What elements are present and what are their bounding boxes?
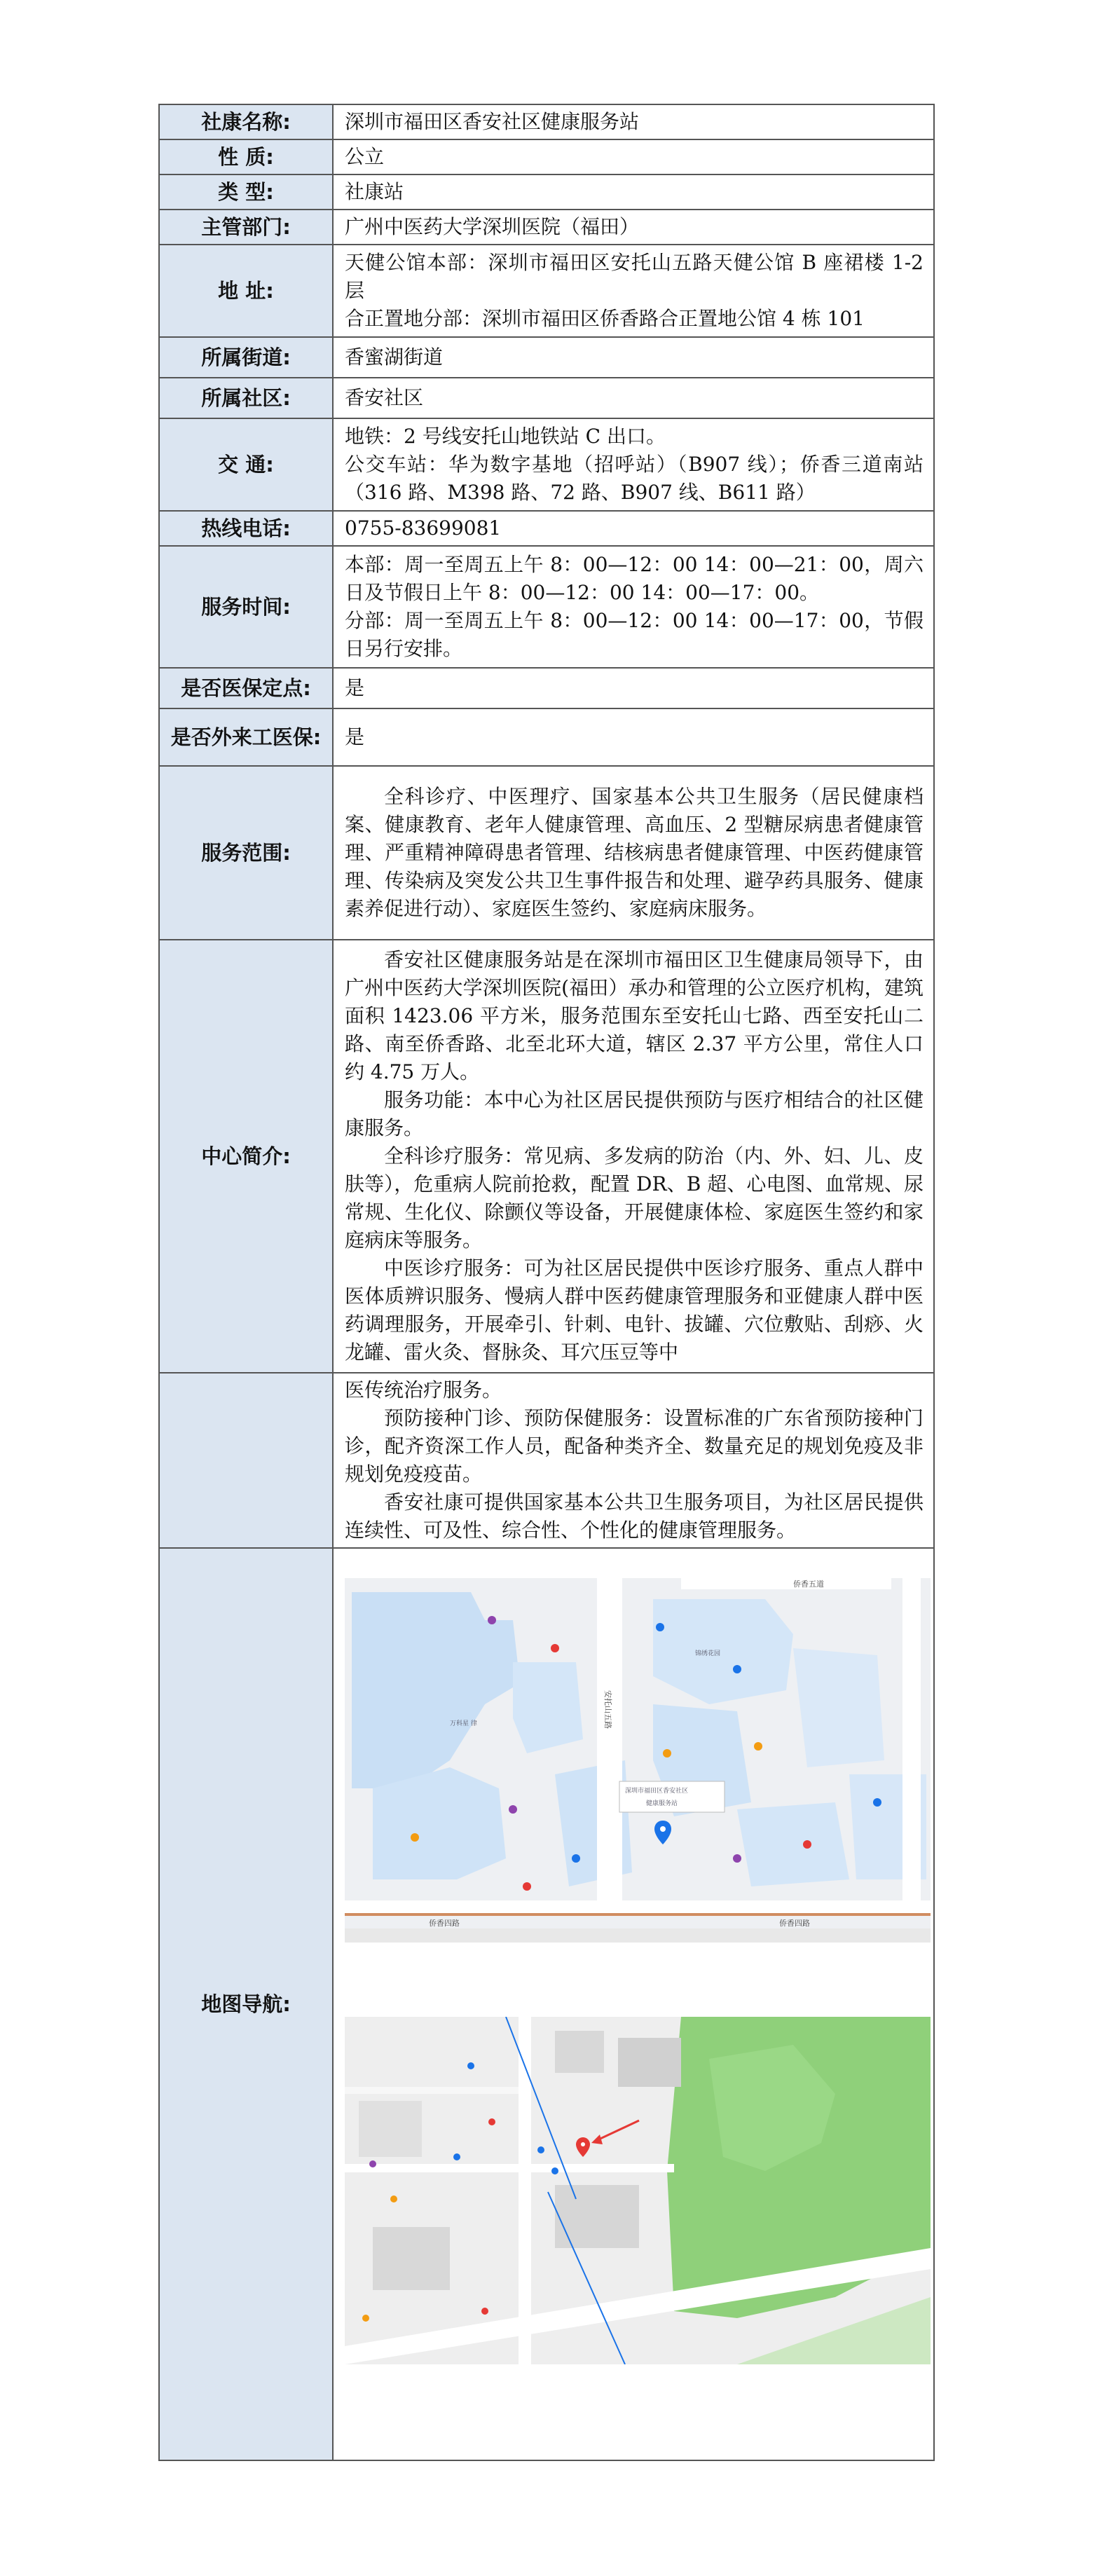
map1-poi-label-1: 万科星 律 xyxy=(450,1720,477,1727)
label-hotline: 热线电话: xyxy=(159,511,333,546)
row-community xyxy=(159,378,934,418)
row-street xyxy=(159,337,934,378)
row-address xyxy=(159,245,934,337)
label-migrant: 是否外来工医保: xyxy=(159,708,333,766)
intro-cont-para-2: 预防接种门诊、预防保健服务：设置标准的广东省预防接种门诊，配齐资深工作人员，配备种类齐全、数量充足的规划免疫及非规划免疫疫苗。 xyxy=(345,1406,924,1486)
map1-poi-label-2: 锦绣花园 xyxy=(695,1650,721,1657)
label-dept: 主管部门: xyxy=(159,210,333,245)
map1-callout xyxy=(619,1781,725,1812)
value-map xyxy=(333,1548,934,2460)
label-hours: 服务时间: xyxy=(159,546,333,668)
label-intro-cont xyxy=(159,1373,333,1548)
map1-callout-line1: 深圳市福田区香安社区 xyxy=(625,1788,689,1795)
map1-callout-line2: 健康服务站 xyxy=(646,1800,678,1807)
intro-para-2: 服务功能：本中心为社区居民提供预防与医疗相结合的社区健康服务。 xyxy=(345,1088,924,1139)
transport-bus: 公交车站：华为数字基地（招呼站）（B907 线）；侨香三道南站（316 路、M398 路、72 路、B907 线、B611 路） xyxy=(345,453,924,504)
map1-road-label-4: 侨香五道 xyxy=(793,1580,824,1589)
label-insurance: 是否医保定点: xyxy=(159,668,333,708)
row-migrant xyxy=(159,708,934,766)
value-address xyxy=(333,245,934,337)
row-hotline xyxy=(159,511,934,546)
intro-para-1: 香安社区健康服务站是在深圳市福田区卫生健康局领导下，由广州中医药大学深圳医院(福田）承办和管理的公立医疗机构，建筑面积 1423.06 平方米，服务范围东至安托山七路、西至安托山二路、南至侨香路、北至北环大道，辖区 2.37 平方公里，常住人口约 4.75 万人。 xyxy=(345,948,924,1083)
value-transport xyxy=(333,418,934,511)
row-dept xyxy=(159,210,934,245)
label-type: 类 型: xyxy=(159,174,333,210)
label-street: 所属街道: xyxy=(159,337,333,378)
row-scope xyxy=(159,766,934,940)
value-name: 深圳市福田区香安社区健康服务站 xyxy=(333,104,934,139)
row-map xyxy=(159,1548,934,2460)
address-line-main: 天健公馆本部：深圳市福田区安托山五路天健公馆 B 座裙楼 1-2 层 xyxy=(345,251,924,302)
map-image-1[interactable] xyxy=(345,1578,931,1943)
info-table xyxy=(158,104,935,2461)
hours-main: 本部：周一至周五上午 8：00—12：00 14：00—21：00，周六日及节假日上午 8：00—12：00 14：00—17：00。 xyxy=(345,553,924,604)
address-line-branch: 合正置地分部：深圳市福田区侨香路合正置地公馆 4 栋 101 xyxy=(345,307,865,330)
value-hours xyxy=(333,546,934,668)
label-nature: 性 质: xyxy=(159,139,333,174)
value-scope xyxy=(333,766,934,940)
transport-metro: 地铁：2 号线安托山地铁站 C 出口。 xyxy=(345,425,666,448)
intro-para-4: 中医诊疗服务：可为社区居民提供中医诊疗服务、重点人群中医体质辨识服务、慢病人群中医药健康管理服务和亚健康人群中医药调理服务，开展牵引、针刺、电针、拔罐、穴位敷贴、刮痧、火龙罐、雷火灸、督脉灸、耳穴压豆等中 xyxy=(345,1256,924,1364)
row-insurance xyxy=(159,668,934,708)
row-hours xyxy=(159,546,934,668)
map1-road-label-2: 侨香四路 xyxy=(429,1919,460,1928)
label-address: 地 址: xyxy=(159,245,333,337)
label-scope: 服务范围: xyxy=(159,766,333,940)
intro-para-3: 全科诊疗服务：常见病、多发病的防治（内、外、妇、儿、皮肤等），危重病人院前抢救，配置 DR、B 超、心电图、血常规、尿常规、生化仪、除颤仪等设备，开展健康体检、家庭医生签约和家庭病床等服务。 xyxy=(345,1144,924,1252)
value-street: 香蜜湖街道 xyxy=(333,337,934,378)
hours-branch: 分部：周一至周五上午 8：00—12：00 14：00—17：00，节假日另行安排。 xyxy=(345,609,924,660)
row-nature xyxy=(159,139,934,174)
map1-road-label-3: 侨香四路 xyxy=(779,1919,810,1928)
row-type xyxy=(159,174,934,210)
value-community: 香安社区 xyxy=(333,378,934,418)
value-intro xyxy=(333,940,934,1373)
value-migrant: 是 xyxy=(333,708,934,766)
label-community: 所属社区: xyxy=(159,378,333,418)
value-nature: 公立 xyxy=(333,139,934,174)
row-transport xyxy=(159,418,934,511)
value-intro-cont xyxy=(333,1373,934,1548)
value-type: 社康站 xyxy=(333,174,934,210)
label-transport: 交 通: xyxy=(159,418,333,511)
value-hotline: 0755-83699081 xyxy=(333,511,934,546)
scope-text: 全科诊疗、中医理疗、国家基本公共卫生服务（居民健康档案、健康教育、老年人健康管理、高血压、2 型糖尿病患者健康管理、严重精神障碍患者管理、结核病患者健康管理、中医药健康管理、传染病及突发公共卫生事件报告和处理、避孕药具服务、健康素养促进行动）、家庭医生签约、家庭病床服务。 xyxy=(345,785,924,920)
row-name xyxy=(159,104,934,139)
row-intro-continued xyxy=(159,1373,934,1548)
intro-cont-para-1: 医传统治疗服务。 xyxy=(345,1378,502,1402)
value-dept: 广州中医药大学深圳医院（福田） xyxy=(333,210,934,245)
label-map: 地图导航: xyxy=(159,1548,333,2460)
map-image-2[interactable] xyxy=(345,2017,931,2364)
value-insurance: 是 xyxy=(333,668,934,708)
row-intro xyxy=(159,940,934,1373)
label-intro: 中心简介: xyxy=(159,940,333,1373)
map1-road-label-1: 安托山五路 xyxy=(603,1690,612,1729)
intro-cont-para-3: 香安社康可提供国家基本公共卫生服务项目，为社区居民提供连续性、可及性、综合性、个性化的健康管理服务。 xyxy=(345,1491,924,1542)
label-name: 社康名称: xyxy=(159,104,333,139)
